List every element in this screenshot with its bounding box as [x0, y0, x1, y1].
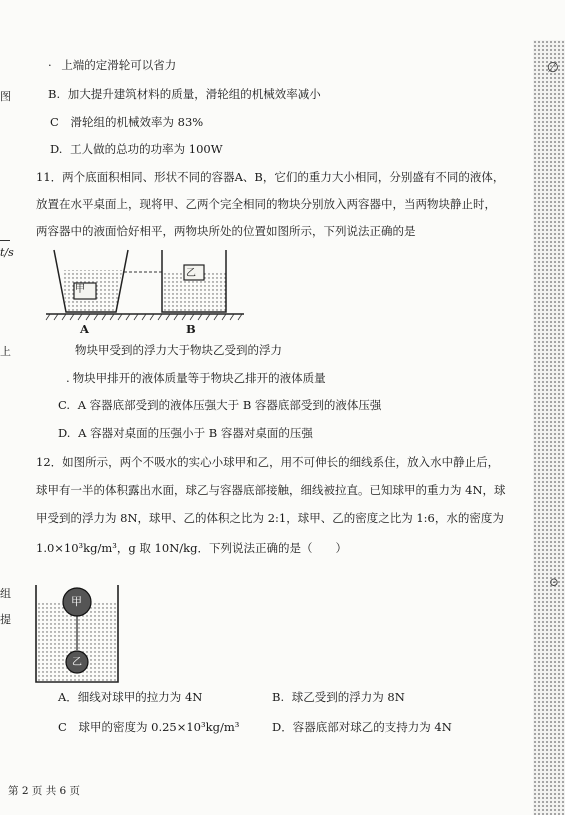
margin-mark: ⊙ [548, 575, 559, 589]
edge-fragment: 上 [0, 345, 11, 358]
q10-option-a [48, 58, 176, 72]
q12-option-b [272, 690, 405, 704]
q11-stem-line: 11．两个底面积相同、形状不同的容器A、B，它们的重力大小相同，分别盛有不同的液体， [36, 170, 505, 184]
binding-margin [533, 40, 565, 815]
option-text: A 容器底部受到的液体压强大于 B 容器底部受到的液体压强 [77, 398, 382, 412]
ball-jia-label: 甲 [71, 595, 82, 608]
edge-fragment: t/s [0, 246, 14, 259]
edge-fragment: 提 [0, 613, 11, 626]
q12-option-d: D．容器底部对球乙的支持力为 4N [272, 720, 452, 734]
option-mark: D. [50, 142, 63, 156]
container-a-label: A [80, 322, 89, 336]
q10-option-c [50, 115, 203, 129]
q12-stem-line: 12．如图所示，两个不吸水的实心小球甲和乙，用不可伸长的细线系住，放入水中静止后， [36, 455, 500, 469]
option-text: A 容器对桌面的压强小于 B 容器对桌面的压强 [78, 426, 313, 440]
q12-stem-line: 球甲有一半的体积露出水面，球乙与容器底部接触，细线被拉直。已知球甲的重力为 4N，球 [36, 483, 506, 497]
q11-option-c [58, 398, 381, 412]
block-jia-label: 甲 [75, 284, 85, 295]
q11-stem-line: 放置在水平桌面上，现将甲、乙两个完全相同的物块分别放入两容器中，当两物块静止时， [36, 197, 496, 211]
option-mark: D. [58, 426, 71, 440]
q11-option-a: 物块甲受到的浮力大于物块乙受到的浮力 [75, 343, 282, 357]
option-text: 球乙受到的浮力为 8N [291, 690, 405, 704]
option-text: 滑轮组的机械效率为 83% [70, 115, 204, 129]
ball-yi-label: 乙 [72, 657, 82, 668]
option-mark: C. [58, 398, 71, 412]
q10-option-b [48, 87, 321, 101]
option-text: 工人做的总功的功率为 100W [70, 142, 223, 156]
block-yi-label: 乙 [186, 268, 196, 279]
table-hatching [46, 314, 242, 320]
q12-stem-line: 甲受到的浮力为 8N，球甲、乙的体积之比为 2:1，球甲、乙的密度之比为 1:6，水的密度为 [36, 511, 504, 525]
option-text: 上端的定滑轮可以省力 [61, 58, 177, 72]
option-mark: · [48, 58, 52, 72]
container-b-label: B [186, 322, 196, 336]
q12-option-a: A．细线对球甲的拉力为 4N [58, 690, 203, 704]
page-number: 第 2 页 共 6 页 [8, 785, 81, 797]
edge-arrow [0, 240, 10, 241]
option-mark: . [66, 371, 70, 385]
option-mark: B. [48, 87, 61, 101]
q12-stem-line: 1.0×10³kg/m³，g 取 10N/kg．下列说法正确的是（ ） [36, 541, 347, 555]
margin-mark: ∅ [546, 60, 559, 76]
q11-option-b [66, 371, 326, 385]
q10-option-d [50, 142, 223, 156]
option-mark: B. [272, 690, 285, 704]
option-mark: C [50, 115, 59, 129]
q11-stem-line: 两容器中的液面恰好相平，两物块所处的位置如图所示，下列说法正确的是 [36, 224, 416, 238]
q12-balls-figure [34, 575, 124, 687]
edge-fragment: 组 [0, 587, 11, 600]
option-text: 物块甲排开的液体质量等于物块乙排开的液体质量 [72, 371, 326, 385]
option-mark: C [58, 720, 67, 734]
edge-fragment: 图 [0, 90, 11, 103]
q12-option-c [58, 720, 239, 734]
q11-option-d [58, 426, 313, 440]
option-text: 加大提升建筑材料的质量，滑轮组的机械效率减小 [67, 87, 321, 101]
option-text: 球甲的密度为 0.25×10³kg/m³ [78, 720, 240, 734]
